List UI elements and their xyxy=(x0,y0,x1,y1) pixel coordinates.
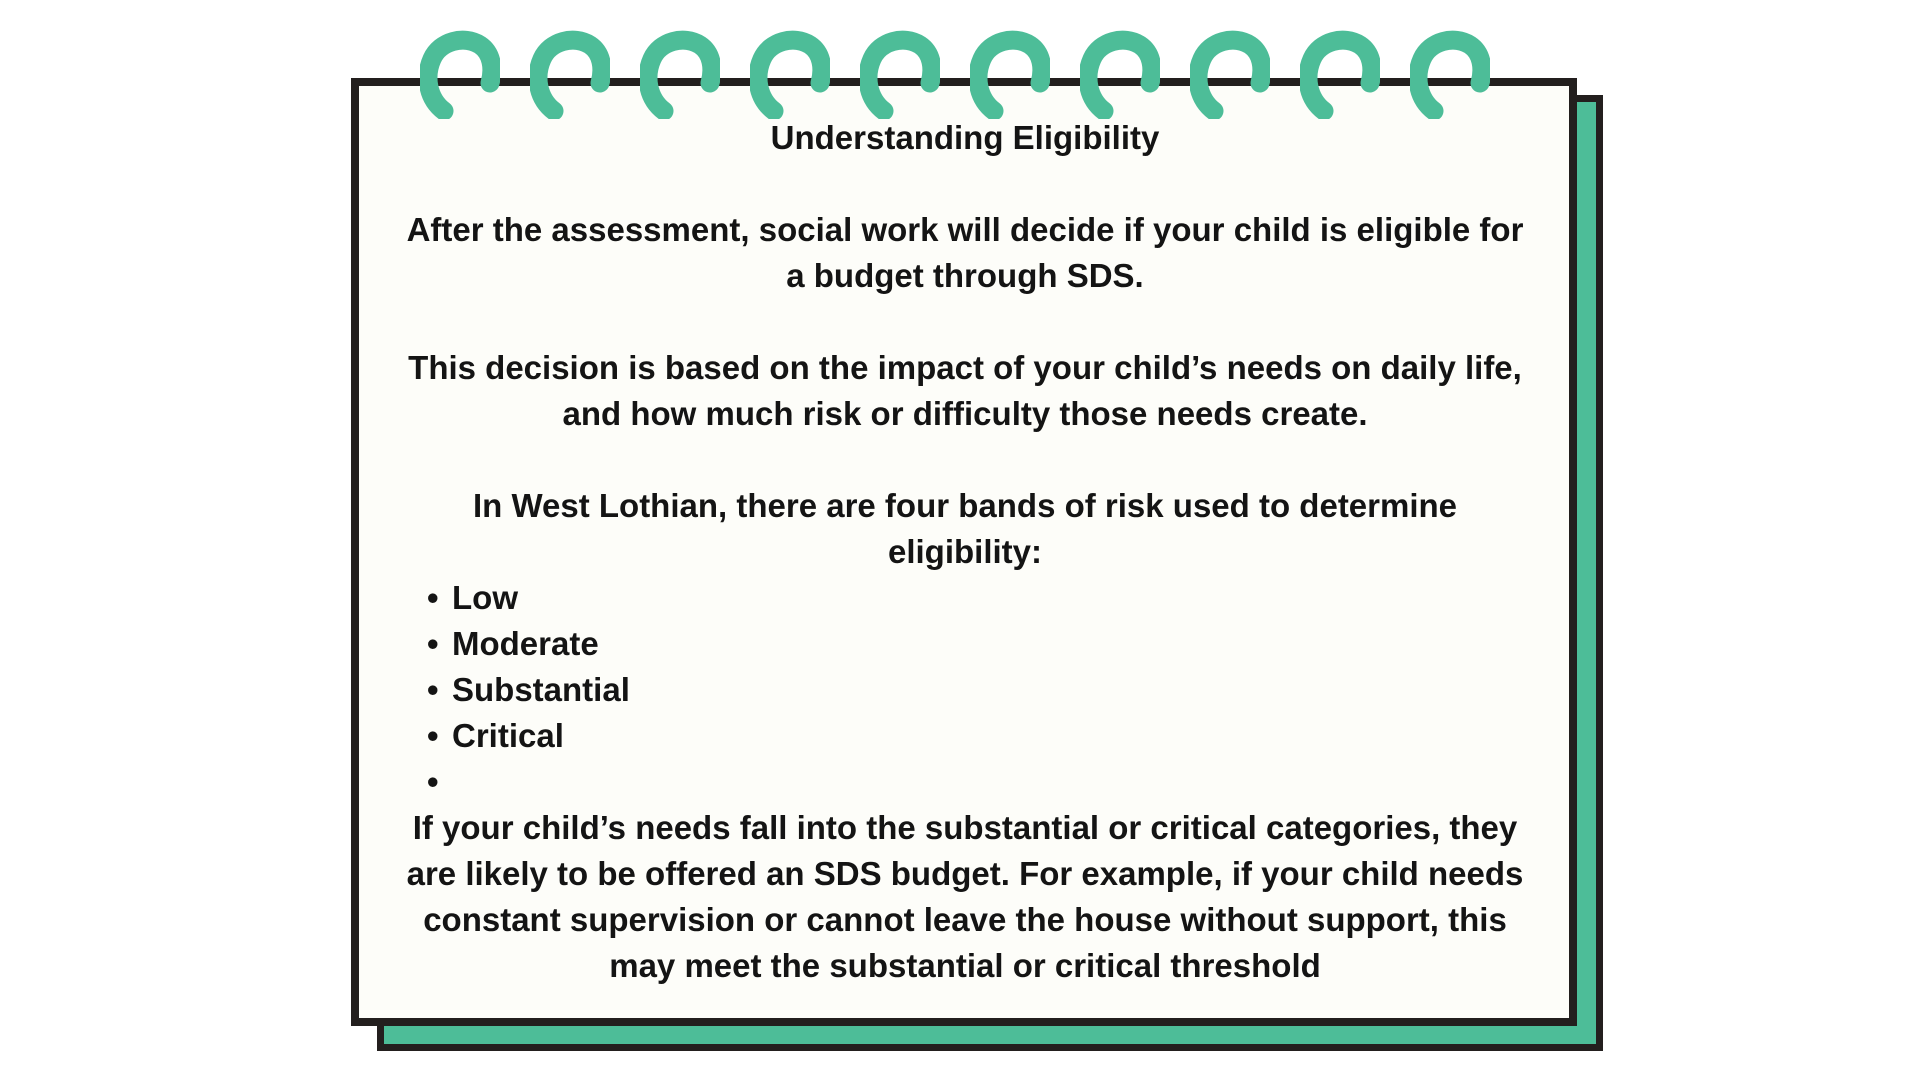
bullet-icon: • xyxy=(427,579,439,616)
card-content xyxy=(400,115,1530,989)
bands-intro-paragraph: In West Lothian, there are four bands of risk used to determine eligibility: xyxy=(472,487,1458,570)
list-item xyxy=(400,575,1530,621)
band-label-low: Low xyxy=(452,579,518,616)
band-label-substantial: Substantial xyxy=(452,671,630,708)
band-label-moderate: Moderate xyxy=(452,625,599,662)
bullet-icon: • xyxy=(427,717,439,754)
decision-paragraph: This decision is based on the impact of your child’s needs on daily life, and how much risk or difficulty those needs create. xyxy=(408,349,1522,432)
bullet-icon: • xyxy=(427,671,439,708)
bullet-icon: • xyxy=(427,625,439,662)
card-title: Understanding Eligibility xyxy=(770,119,1160,156)
risk-bands-list xyxy=(400,575,1530,805)
assessment-paragraph: After the assessment, social work will decide if your child is eligible for a budget through SDS. xyxy=(406,211,1524,294)
closing-paragraph: If your child’s needs fall into the substantial or critical categories, they are likely to be offered an SDS budget. For example, if your child needs constant supervision or cannot leave the house without support, this may meet the substantial or critical threshold xyxy=(406,809,1524,984)
list-item xyxy=(400,759,1530,805)
list-item xyxy=(400,621,1530,667)
list-item xyxy=(400,713,1530,759)
band-label-critical: Critical xyxy=(452,717,564,754)
list-item xyxy=(400,667,1530,713)
bullet-icon: • xyxy=(427,763,439,800)
